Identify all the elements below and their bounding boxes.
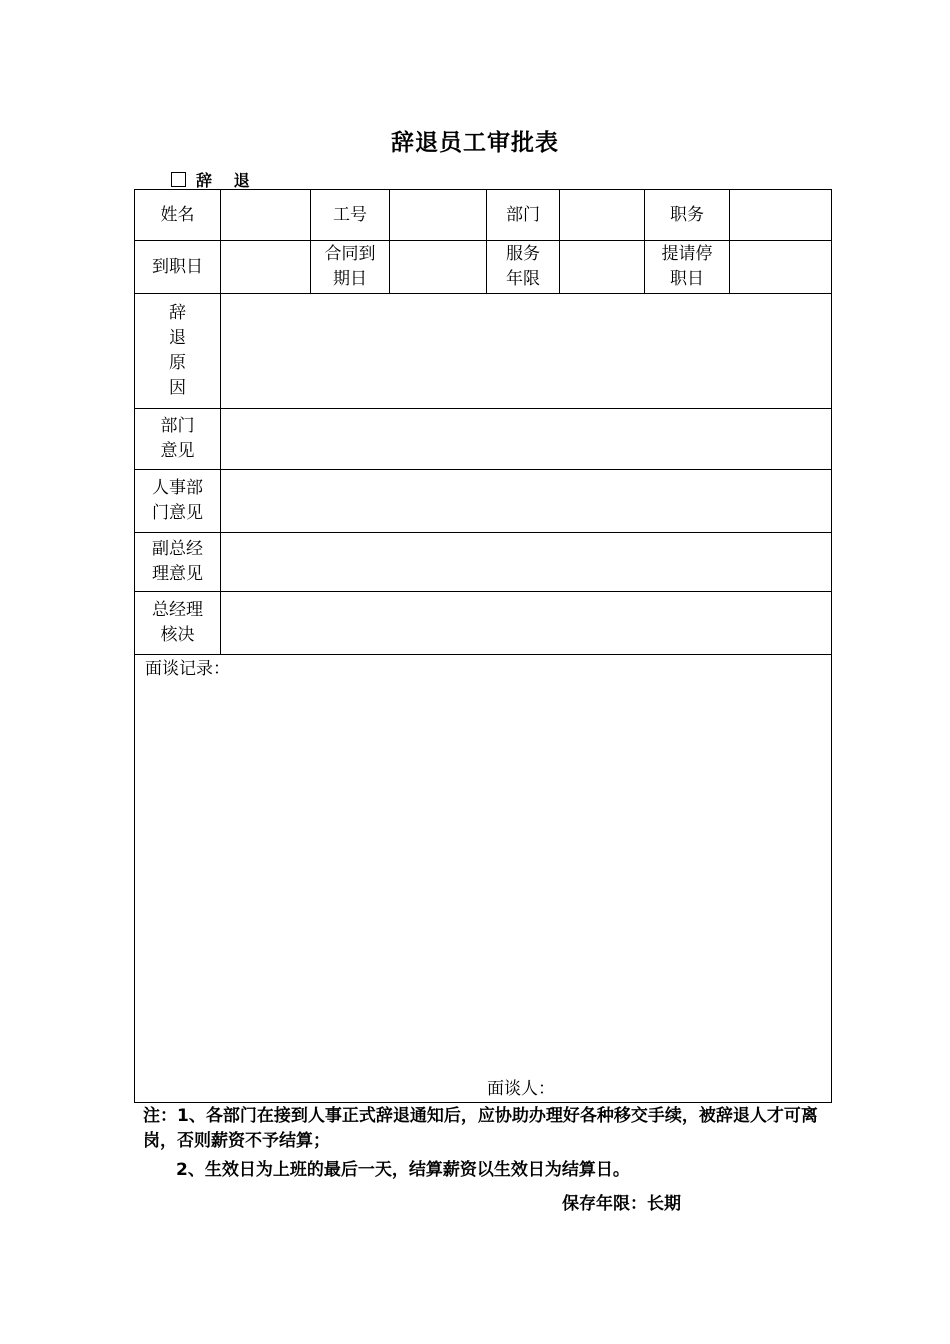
reason-label-char: 辞 [169, 303, 186, 323]
gm-decision-field[interactable] [221, 592, 832, 655]
reason-label-char: 因 [169, 378, 186, 398]
service-years-label [487, 241, 560, 294]
dept-opinion-label-line1: 部门 [160, 416, 195, 436]
position-label: 职务 [645, 190, 730, 241]
interview-record-heading: 面谈记录： [145, 659, 230, 679]
approval-form-table [134, 189, 832, 1103]
reason-label-char: 退 [169, 328, 186, 348]
service-years-label-line1: 服务 [506, 244, 540, 264]
hr-opinion-label-line1: 人事部 [152, 478, 203, 498]
dismissal-checkbox-row [171, 168, 258, 191]
vgm-opinion-label [135, 533, 221, 592]
reason-label-char: 原 [169, 353, 186, 373]
position-field[interactable] [730, 190, 832, 241]
gm-decision-label [135, 592, 221, 655]
note-2: 2、生效日为上班的最后一天，结算薪资以生效日为结算日。 [176, 1160, 630, 1180]
stop-date-label-line1: 提请停 [661, 244, 713, 264]
department-label: 部门 [487, 190, 560, 241]
dismissal-checkbox-label: 辞 退 [196, 171, 258, 190]
hire-date-label: 到职日 [135, 241, 221, 294]
contract-end-label [311, 241, 390, 294]
reason-field[interactable] [221, 294, 832, 409]
contract-end-label-line1: 合同到 [324, 244, 376, 264]
stop-date-field[interactable] [730, 241, 832, 294]
name-field[interactable] [221, 190, 311, 241]
hr-opinion-label-line2: 门意见 [152, 503, 203, 523]
retention-period: 保存年限：长期 [562, 1194, 681, 1214]
dept-opinion-label-line2: 意见 [160, 441, 195, 461]
stop-date-label [645, 241, 730, 294]
dismissal-checkbox[interactable] [171, 172, 186, 187]
hr-opinion-field[interactable] [221, 470, 832, 533]
employee-id-label: 工号 [311, 190, 390, 241]
note-1: 注：1、各部门在接到人事正式辞退通知后，应协助办理好各种移交手续，被辞退人才可离岗，否则薪资不予结算； [143, 1106, 818, 1151]
interviewer-label: 面谈人： [487, 1079, 555, 1099]
page-title: 辞退员工审批表 [391, 130, 559, 156]
department-field[interactable] [560, 190, 645, 241]
service-years-label-line2: 年限 [506, 269, 540, 289]
vgm-opinion-field[interactable] [221, 533, 832, 592]
service-years-field[interactable] [560, 241, 645, 294]
dept-opinion-field[interactable] [221, 409, 832, 470]
name-label: 姓名 [135, 190, 221, 241]
contract-end-field[interactable] [390, 241, 487, 294]
vgm-opinion-label-line2: 理意见 [152, 564, 203, 584]
hr-opinion-label [135, 470, 221, 533]
gm-decision-label-line2: 核决 [160, 625, 195, 645]
gm-decision-label-line1: 总经理 [152, 600, 203, 620]
interview-record-area[interactable] [135, 655, 832, 1103]
contract-end-label-line2: 期日 [333, 269, 367, 289]
reason-label [135, 294, 221, 409]
hire-date-field[interactable] [221, 241, 311, 294]
vgm-opinion-label-line1: 副总经 [152, 539, 203, 559]
employee-id-field[interactable] [390, 190, 487, 241]
dept-opinion-label [135, 409, 221, 470]
stop-date-label-line2: 职日 [670, 269, 704, 289]
